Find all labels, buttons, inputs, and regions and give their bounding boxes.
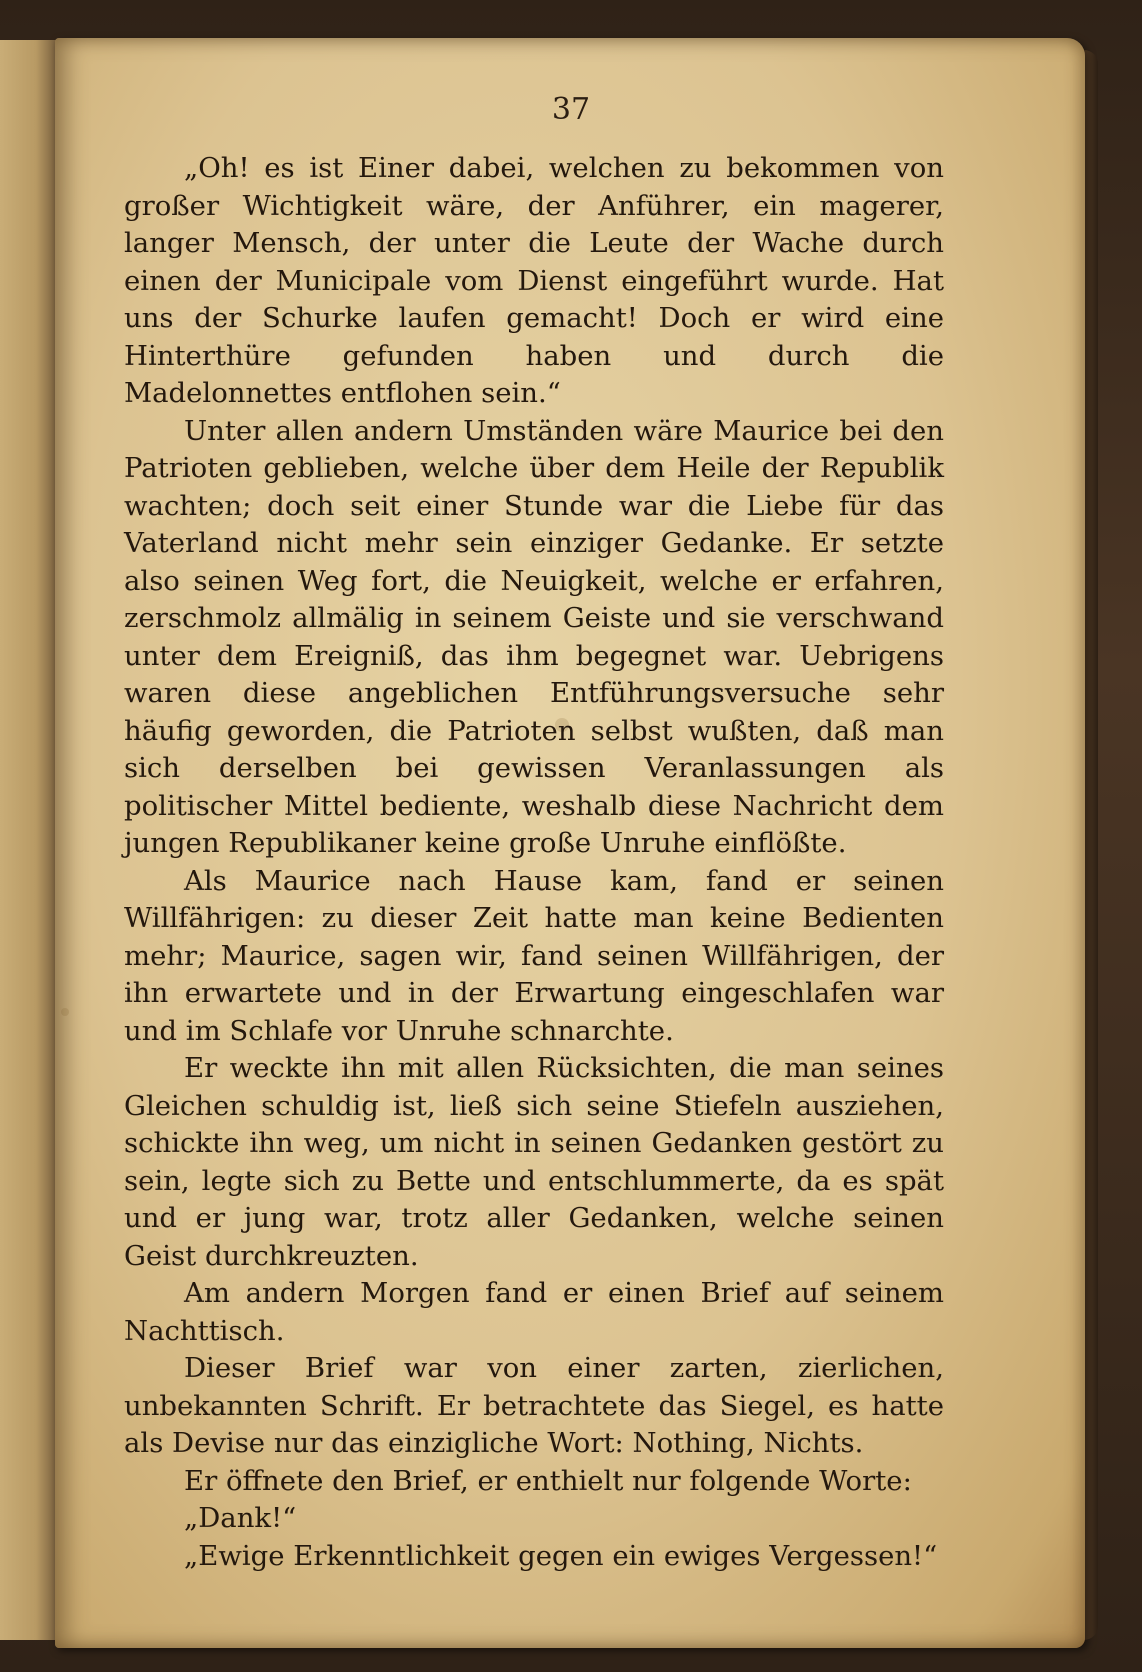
paper-stain [61, 1008, 69, 1016]
paragraph: Er öffnete den Brief, er enthielt nur folgende Worte: [184, 1464, 912, 1497]
paragraph: Unter allen andern Umständen wäre Maurice bei den Patrioten geblieben, welche über dem Heile der Republik wachten; doch seit einer Stunde war die Liebe für das Vaterland nicht mehr sein einziger Gedanke. Er setzte also seinen Weg fort, die Neuigkeit, welche er erfahren, zerschmolz allmälig in seinem Geiste und sie verschwand unter dem Ereigniß, das ihm begegnet war. Uebrigens waren diese angeblichen Entführungsversuche sehr häufig geworden, die Patrioten selbst wußten, daß man sich derselben bei gewissen Veranlassungen als politischer Mittel bediente, weshalb diese Nachricht dem jungen Republikaner keine große Unruhe einflößte. [124, 414, 944, 859]
paragraph: Er weckte ihn mit allen Rücksichten, die man seines Gleichen schuldig ist, ließ sich seine Stiefeln ausziehen, schickte ihn weg, um nicht in seinen Gedanken gestört zu sein, legte sich zu Bette und entschlummerte, da es spät und er jung war, trotz aller Gedanken, welche seinen Geist durchkreuzten. [124, 1052, 944, 1272]
paragraph: Als Maurice nach Hause kam, fand er seinen Willfährigen: zu dieser Zeit hatte man keine Bedienten mehr; Maurice, sagen wir, fand seinen Willfährigen, der ihn erwartete und in der Erwartung eingeschlafen war und im Schlafe vor Unruhe schnarchte. [124, 864, 944, 1047]
paragraph: Dieser Brief war von einer zarten, zierlichen, unbekannten Schrift. Er betrachtete das Siegel, es hatte als Devise nur das einzigliche Wort: Nothing, Nichts. [124, 1352, 944, 1459]
left-page-edge [0, 40, 63, 1640]
page-number: 37 [551, 92, 591, 127]
page-text [124, 150, 944, 1575]
quote-line: „Dank!“ [184, 1502, 297, 1534]
paragraph: Am andern Morgen fand er einen Brief auf seinem Nachttisch. [124, 1277, 944, 1347]
paragraph: „Oh! es ist Einer dabei, welchen zu bekommen von großer Wichtigkeit wäre, der Anführer, ein magerer, langer Mensch, der unter die Leute der Wache durch einen der Municipale vom Dienst eingeführt wurde. Hat uns der Schurke laufen gemacht! Doch er wird eine Hinterthüre gefunden haben und durch die Madelonnettes entflohen sein.“ [124, 152, 944, 409]
quote-line: „Ewige Erkenntlichkeit gegen ein ewiges Vergessen!“ [184, 1539, 938, 1572]
